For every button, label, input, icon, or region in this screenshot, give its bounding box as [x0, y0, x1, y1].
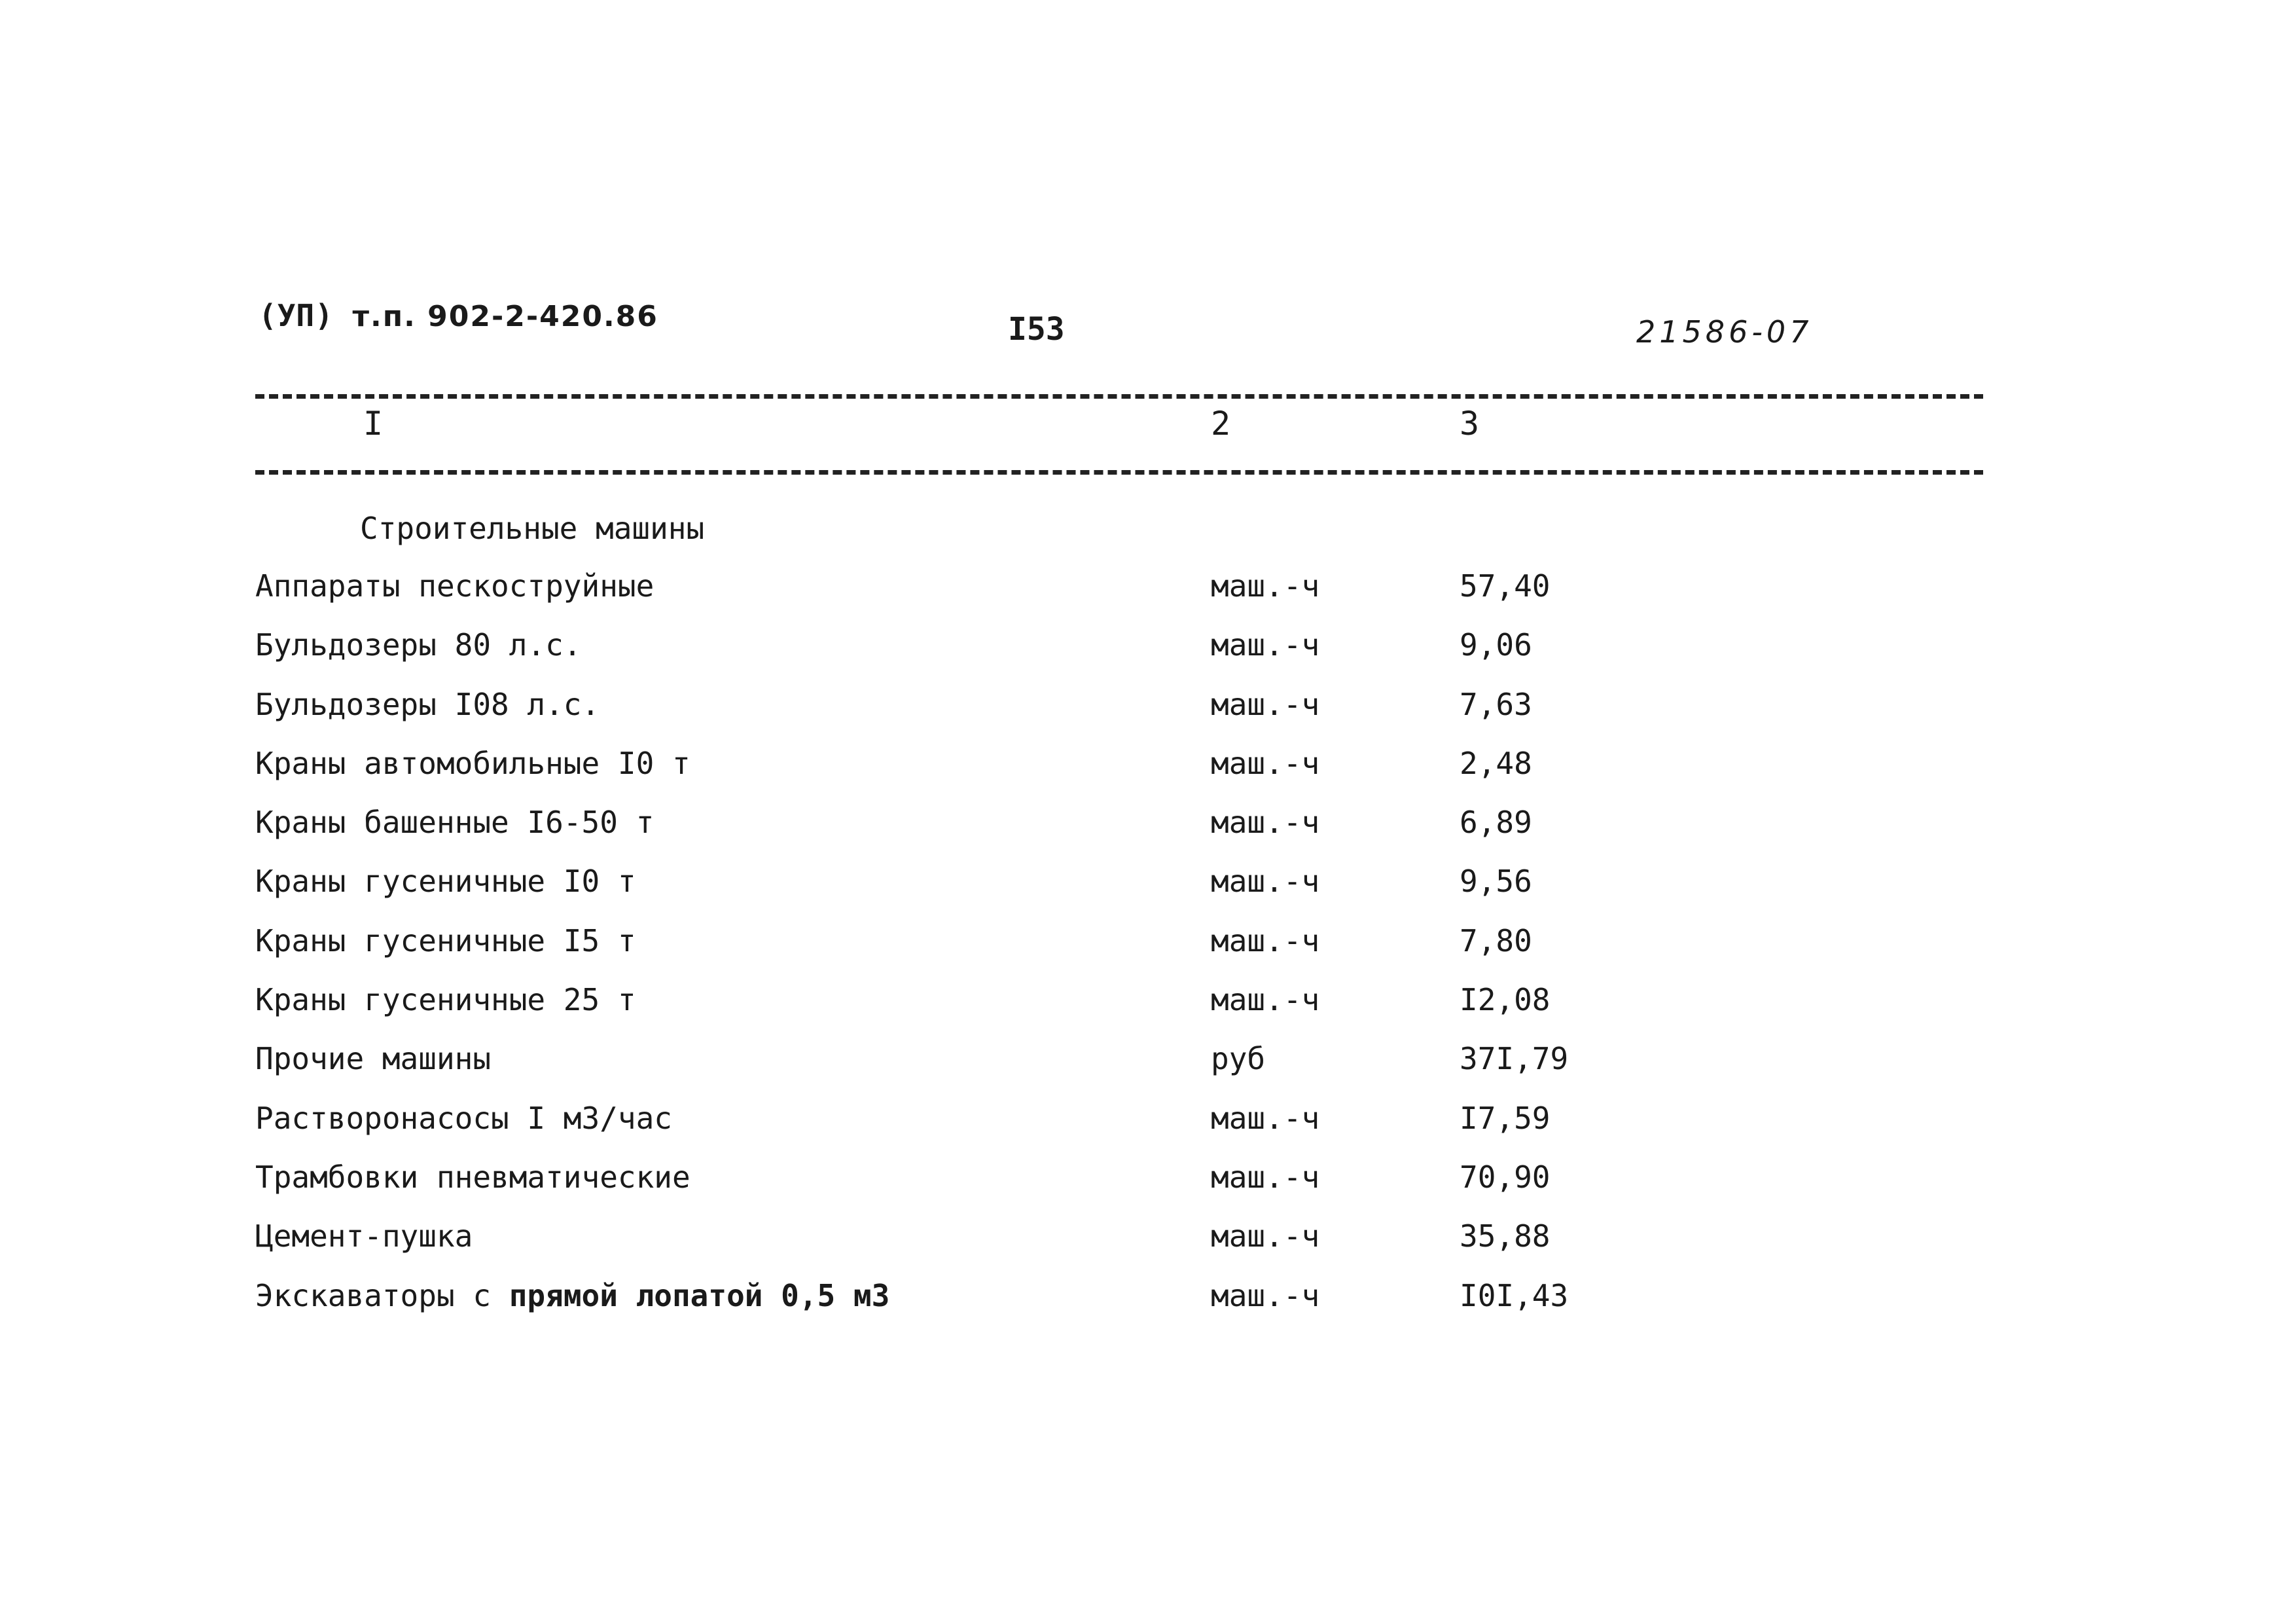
table-row	[0, 1159, 2296, 1218]
machines-table-body	[0, 568, 2296, 1337]
row-name: Прочие машины	[255, 1041, 492, 1077]
row-value: 35,88	[1460, 1218, 1551, 1254]
row-unit: маш.-ч	[1211, 1159, 1320, 1195]
row-unit: маш.-ч	[1211, 686, 1320, 722]
page-number: I53	[1008, 311, 1065, 348]
row-name: Трамбовки пневматические	[255, 1159, 691, 1195]
row-unit: маш.-ч	[1211, 864, 1320, 900]
column-header-1: I	[363, 405, 384, 443]
row-name: Краны автомобильные I0 т	[255, 745, 691, 781]
section-title: Строительные машины	[360, 511, 705, 546]
column-header-3: 3	[1460, 405, 1480, 443]
row-name: Растворонасосы I м3/час	[255, 1100, 672, 1136]
row-value: I7,59	[1460, 1100, 1551, 1136]
row-unit: маш.-ч	[1211, 805, 1320, 841]
row-unit: маш.-ч	[1211, 1277, 1320, 1313]
row-value: 70,90	[1460, 1159, 1551, 1195]
row-name: Краны гусеничные 25 т	[255, 982, 636, 1018]
row-name: Краны гусеничные I5 т	[255, 922, 636, 958]
document-reference	[259, 298, 658, 333]
row-name-plain-part: Экскаваторы с	[255, 1277, 509, 1313]
table-header-bottom-rule	[255, 470, 1983, 475]
document-number: т.п. 902-2-420.86	[352, 300, 658, 333]
document-series-prefix: (УП)	[259, 298, 353, 333]
row-name: Краны башенные I6-50 т	[255, 805, 655, 841]
row-value: 2,48	[1460, 745, 1532, 781]
row-value: I2,08	[1460, 982, 1551, 1018]
row-value: 37I,79	[1460, 1041, 1569, 1077]
table-row	[0, 982, 2296, 1041]
row-name: Краны гусеничные I0 т	[255, 864, 636, 900]
row-value: 9,06	[1460, 627, 1532, 663]
table-row	[0, 568, 2296, 627]
row-unit: маш.-ч	[1211, 1218, 1320, 1254]
row-name: Бульдозеры I08 л.с.	[255, 686, 600, 722]
table-row	[0, 805, 2296, 864]
table-row	[0, 687, 2296, 746]
row-value: 7,80	[1460, 922, 1532, 958]
table-row	[0, 864, 2296, 922]
table-row	[0, 627, 2296, 686]
table-row	[0, 1101, 2296, 1159]
row-value: 9,56	[1460, 864, 1532, 900]
row-name-bold-part: прямой лопатой 0,5 м3	[509, 1277, 890, 1313]
row-value: 57,40	[1460, 568, 1551, 604]
table-row	[0, 1278, 2296, 1337]
table-row	[0, 746, 2296, 805]
row-unit: маш.-ч	[1211, 745, 1320, 781]
row-unit: маш.-ч	[1211, 922, 1320, 958]
table-row	[0, 1041, 2296, 1100]
row-value: I0I,43	[1460, 1277, 1569, 1313]
row-name	[255, 1278, 889, 1313]
row-unit: маш.-ч	[1211, 568, 1320, 604]
archive-code: 21586-07	[1636, 314, 1813, 350]
row-unit: маш.-ч	[1211, 627, 1320, 663]
column-header-2: 2	[1211, 405, 1231, 443]
table-row	[0, 923, 2296, 982]
table-header-top-rule	[255, 394, 1983, 399]
row-unit: маш.-ч	[1211, 1100, 1320, 1136]
row-value: 7,63	[1460, 686, 1532, 722]
row-unit: маш.-ч	[1211, 982, 1320, 1018]
row-name: Цемент-пушка	[255, 1218, 473, 1254]
row-name: Бульдозеры 80 л.с.	[255, 627, 582, 663]
row-unit: руб	[1211, 1041, 1266, 1077]
table-row	[0, 1218, 2296, 1277]
row-name: Аппараты пескоструйные	[255, 568, 655, 604]
row-value: 6,89	[1460, 805, 1532, 841]
